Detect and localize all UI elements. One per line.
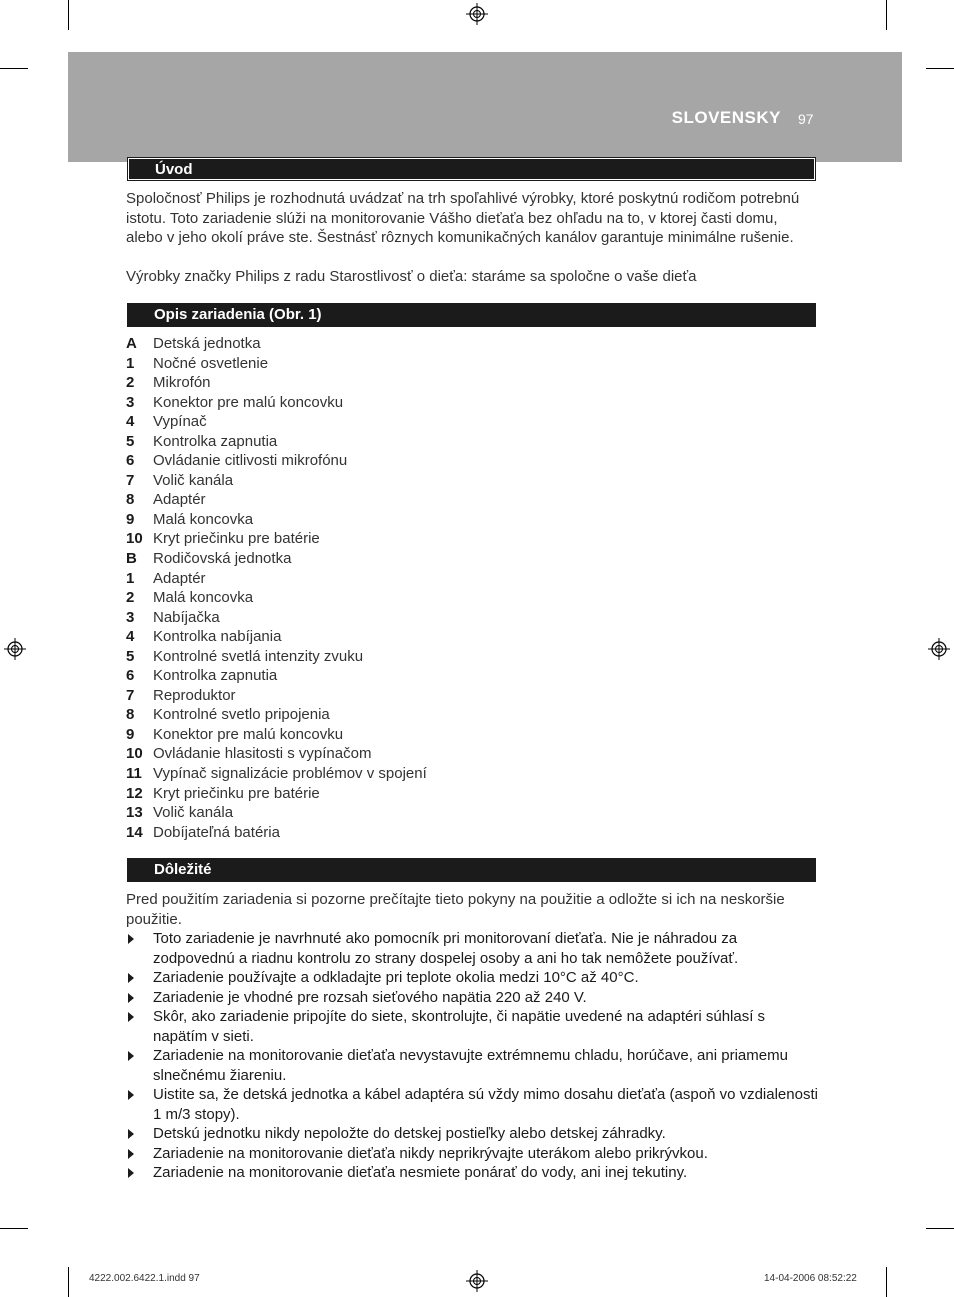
- list-item: [126, 608, 626, 628]
- bullet-icon: [128, 1012, 134, 1022]
- list-item: [126, 510, 626, 530]
- list-item: [126, 725, 626, 745]
- intro-paragraph: Spoločnosť Philips je rozhodnutá uvádzať na trh spoľahlivé výrobky, ktoré poskytnú rodičom potrebnú istotu. Toto zariadenie slúži na monitorovanie Vášho dieťaťa bez ohľadu na to, v ktorej časti domu, alebo v jeho okolí práve ste. Šestnásť rôznych komunikačných kanálov garantuje minimálne rušenie.: [126, 190, 800, 246]
- list-item: [126, 686, 626, 706]
- bullet-text: Zariadenie na monitorovanie dieťaťa nesmiete ponárať do vody, ani inej tekutiny.: [153, 1164, 688, 1181]
- bullet-icon: [128, 1149, 134, 1159]
- part-label: Volič kanála: [153, 471, 234, 489]
- crop-mark: [926, 68, 954, 69]
- part-key: 4: [126, 413, 135, 431]
- bullet-icon: [128, 934, 134, 944]
- crop-mark: [0, 1228, 28, 1229]
- part-label: Kontrolné svetlo pripojenia: [153, 706, 330, 724]
- list-item: [126, 968, 818, 988]
- bullet-text: Skôr, ako zariadenie pripojíte do siete, skontrolujte, či napätie uvedené na adaptéri súhlasí s napätím v sieti.: [153, 1008, 766, 1045]
- section-heading-description: Opis zariadenia (Obr. 1): [127, 303, 816, 327]
- list-item: [126, 490, 626, 510]
- list-item: [126, 588, 626, 608]
- part-key: 7: [126, 686, 135, 704]
- part-key: 8: [126, 491, 135, 509]
- list-item: [126, 666, 626, 686]
- part-key: B: [126, 550, 137, 568]
- list-item: [126, 1144, 818, 1164]
- part-key: 1: [126, 569, 135, 587]
- list-item: [126, 354, 626, 374]
- part-key: 3: [126, 393, 135, 411]
- safety-bullet-list: [126, 929, 818, 1183]
- list-item: [126, 373, 626, 393]
- list-item: [126, 784, 626, 804]
- list-item: [126, 1124, 818, 1144]
- part-label: Mikrofón: [153, 374, 211, 392]
- part-label: Ovládanie citlivosti mikrofónu: [153, 452, 348, 470]
- part-label: Nočné osvetlenie: [153, 354, 269, 372]
- parts-list: [126, 334, 626, 842]
- part-label: Vypínač: [153, 413, 207, 431]
- part-label: Malá koncovka: [153, 510, 254, 528]
- part-label: Malá koncovka: [153, 589, 254, 607]
- part-key: 3: [126, 608, 135, 626]
- page-number: 97: [798, 111, 814, 127]
- bullet-icon: [128, 1129, 134, 1139]
- part-label: Kontrolka zapnutia: [153, 667, 278, 685]
- part-label: Vypínač signalizácie problémov v spojení: [153, 765, 427, 783]
- crop-mark: [68, 0, 69, 30]
- part-label: Kontrolka zapnutia: [153, 432, 278, 450]
- list-item: [126, 1085, 818, 1124]
- part-key: 5: [126, 647, 135, 665]
- footer-timestamp: 14-04-2006 08:52:22: [764, 1273, 857, 1284]
- part-label: Rodičovská jednotka: [153, 550, 292, 568]
- part-key: 4: [126, 628, 135, 646]
- list-item: [126, 1007, 818, 1046]
- part-label: Adaptér: [153, 569, 206, 587]
- part-key: 10: [126, 745, 143, 763]
- list-item: [126, 1046, 818, 1085]
- part-label: Adaptér: [153, 491, 206, 509]
- list-item: [126, 432, 626, 452]
- part-label: Reproduktor: [153, 686, 236, 704]
- list-item: [126, 823, 626, 843]
- part-key: 9: [126, 510, 135, 528]
- part-label: Kontrolka nabíjania: [153, 628, 282, 646]
- part-label: Dobíjateľná batéria: [153, 823, 280, 841]
- part-key: 8: [126, 706, 135, 724]
- bullet-icon: [128, 1090, 134, 1100]
- part-key: 13: [126, 804, 143, 822]
- part-label: Nabíjačka: [153, 608, 220, 626]
- list-item: [126, 988, 818, 1008]
- list-item: [126, 744, 626, 764]
- intro-tagline: Výrobky značky Philips z radu Starostlivosť o dieťa: staráme sa spoločne o vaše dieťa: [126, 268, 697, 285]
- part-key: 11: [126, 765, 142, 783]
- list-item: [126, 929, 818, 968]
- part-key: 2: [126, 589, 135, 607]
- registration-mark-icon: [466, 1270, 488, 1292]
- bullet-icon: [128, 1168, 134, 1178]
- bullet-icon: [128, 993, 134, 1003]
- section-heading-intro: Úvod: [127, 157, 816, 181]
- registration-mark-icon: [466, 3, 488, 25]
- part-key: 2: [126, 374, 135, 392]
- part-label: Volič kanála: [153, 804, 234, 822]
- list-item: [126, 627, 626, 647]
- list-item: [126, 412, 626, 432]
- part-label: Konektor pre malú koncovku: [153, 725, 344, 743]
- bullet-text: Zariadenie na monitorovanie dieťaťa nikdy neprikrývajte uterákom alebo prikrývkou.: [153, 1144, 708, 1162]
- bullet-text: Zariadenie je vhodné pre rozsah sieťového napätia 220 až 240 V.: [153, 988, 587, 1006]
- bullet-text: Detskú jednotku nikdy nepoložte do detskej postieľky alebo detskej záhradky.: [153, 1125, 666, 1142]
- part-key: 6: [126, 452, 135, 470]
- crop-mark: [886, 0, 887, 30]
- crop-mark: [0, 68, 28, 69]
- list-item: [126, 334, 626, 354]
- part-label: Ovládanie hlasitosti s vypínačom: [153, 745, 372, 763]
- list-item: [126, 569, 626, 589]
- list-item: [126, 1163, 818, 1183]
- list-item: [126, 471, 626, 491]
- part-key: 9: [126, 725, 135, 743]
- bullet-icon: [128, 1051, 134, 1061]
- list-item: [126, 549, 626, 569]
- part-label: Konektor pre malú koncovku: [153, 393, 344, 411]
- registration-mark-icon: [4, 638, 26, 660]
- part-label: Detská jednotka: [153, 335, 261, 352]
- part-key: 12: [126, 784, 143, 802]
- crop-mark: [886, 1267, 887, 1297]
- part-key: 6: [126, 667, 135, 685]
- part-key: A: [126, 335, 137, 352]
- part-key: 14: [126, 823, 143, 841]
- list-item: [126, 451, 626, 471]
- part-key: 1: [126, 354, 135, 372]
- part-key: 7: [126, 471, 135, 489]
- section-heading-important: Dôležité: [127, 858, 816, 882]
- crop-mark: [926, 1228, 954, 1229]
- part-label: Kontrolné svetlá intenzity zvuku: [153, 647, 364, 665]
- footer-file-name: 4222.002.6422.1.indd 97: [89, 1273, 200, 1284]
- list-item: [126, 529, 626, 549]
- list-item: [126, 764, 626, 784]
- part-label: Kryt priečinku pre batérie: [153, 530, 320, 548]
- list-item: [126, 393, 626, 413]
- bullet-text: Zariadenie na monitorovanie dieťaťa nevystavujte extrémnemu chladu, horúčave, ani priamemu slnečnému žiareniu.: [153, 1047, 788, 1084]
- header-band: [68, 52, 902, 162]
- part-key: 5: [126, 432, 135, 450]
- bullet-icon: [128, 973, 134, 983]
- bullet-text: Toto zariadenie je navrhnuté ako pomocník pri monitorovaní dieťaťa. Nie je náhradou za zodpovednú a riadnu kontrolu zo strany dospelej osoby a ani ho tak nemôžete používať.: [153, 930, 739, 967]
- bullet-text: Uistite sa, že detská jednotka a kábel adaptéra sú vždy mimo dosahu dieťaťa (aspoň vo vzdialenosti 1 m/3 stopy).: [153, 1086, 818, 1123]
- part-label: Kryt priečinku pre batérie: [153, 784, 320, 802]
- registration-mark-icon: [928, 638, 950, 660]
- list-item: [126, 803, 626, 823]
- crop-mark: [68, 1267, 69, 1297]
- bullet-text: Zariadenie používajte a odkladajte pri teplote okolia medzi 10°C až 40°C.: [153, 969, 639, 986]
- list-item: [126, 647, 626, 667]
- important-paragraph: Pred použitím zariadenia si pozorne prečítajte tieto pokyny na použitie a odložte si ich na neskoršie použitie.: [126, 891, 785, 928]
- list-item: [126, 705, 626, 725]
- language-label: SLOVENSKY: [671, 108, 781, 127]
- part-key: 10: [126, 530, 143, 548]
